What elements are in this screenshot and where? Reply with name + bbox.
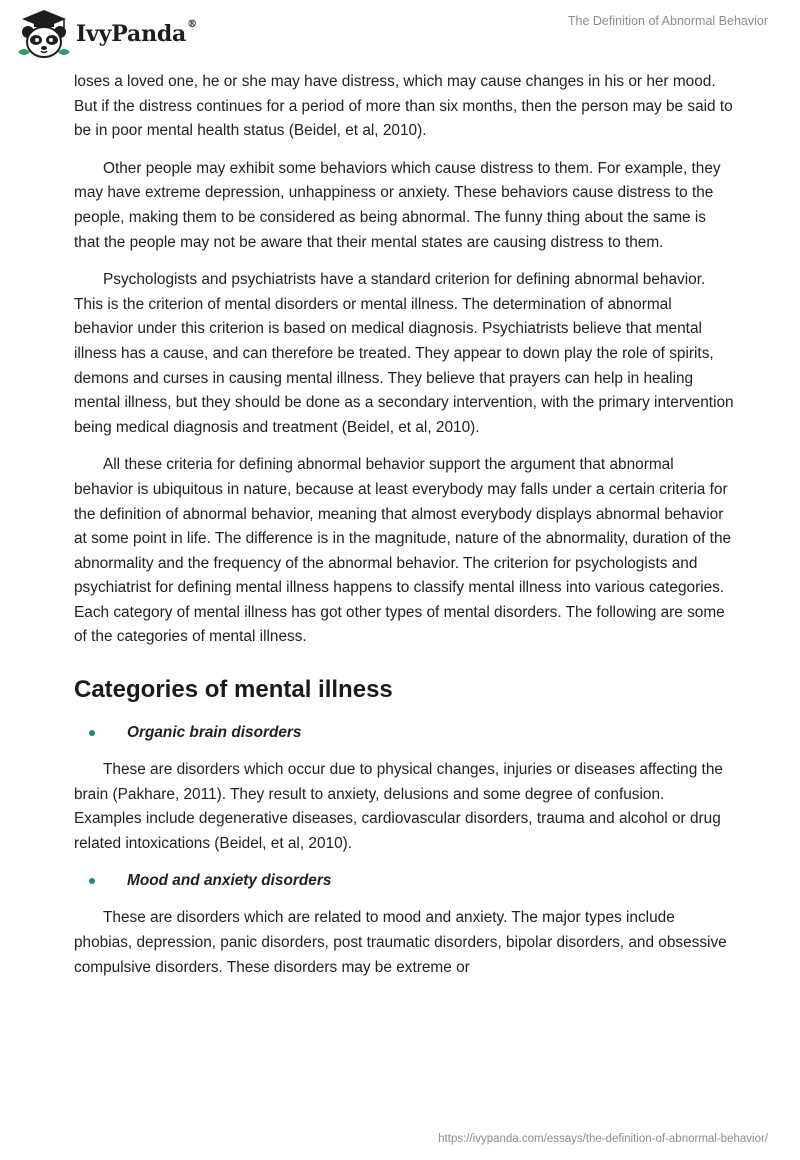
bullet-label: Mood and anxiety disorders xyxy=(127,872,332,890)
paragraph-1: loses a loved one, he or she may have distress, which may cause changes in his or her mood. But if the distress continues for a period of more than six months, then the person may be said to be in poor mental health status (Beidel, et al, 2010). xyxy=(74,73,733,140)
paragraph-2: Other people may exhibit some behaviors which cause distress to them. For example, they may have extreme depression, unhappiness or anxiety. These behaviors cause distress to the people, making them to be considered as being abnormal. The funny thing about the same is that the people may not be aware that their mental states are causing distress to them. xyxy=(74,159,721,251)
panda-logo-icon xyxy=(14,8,74,60)
bullet-dot-icon xyxy=(89,878,95,884)
paragraph-6: These are disorders which are related to mood and anxiety. The major types include phobias, depression, panic disorders, post traumatic disorders, bipolar disorders, and obsessive compulsive disorders. These disorders may be extreme or xyxy=(74,909,727,976)
paragraph-5: These are disorders which occur due to physical changes, injuries or diseases affecting the brain (Pakhare, 2011). They result to anxiety, delusions and some degree of confusion. Examples include degenerative diseases, cardiovascular disorders, trauma and alcohol or drug related intoxications (Beidel, et al, 2010). xyxy=(74,761,723,852)
bullet-organic-brain-disorders xyxy=(74,721,734,745)
page-header xyxy=(0,0,800,66)
bullet-mood-anxiety-disorders xyxy=(74,869,734,893)
source-url-link[interactable]: https://ivypanda.com/essays/the-definition-of-abnormal-behavior/ xyxy=(438,1133,768,1145)
section-heading: Categories of mental illness xyxy=(74,676,393,704)
brand-name: IvyPanda® xyxy=(76,19,197,47)
paragraph-3: Psychologists and psychiatrists have a standard criterion for defining abnormal behavior. This is the criterion of mental disorders or mental illness. The determination of abnormal behavior under this criterion is based on medical diagnosis. Psychiatrists believe that mental illness has a cause, and can therefore be treated. They appear to down play the role of spirits, demons and curses in causing mental illness. They believe that prayers can help in healing mental illness, but they should be done as a secondary intervention, with the primary intervention being medical diagnosis and treatment (Beidel, et al, 2010). xyxy=(74,271,734,436)
essay-content xyxy=(74,70,734,993)
bullet-label: Organic brain disorders xyxy=(127,724,302,742)
bullet-dot-icon xyxy=(89,730,95,736)
ivypanda-logo[interactable] xyxy=(14,8,197,60)
paragraph-4: All these criteria for defining abnormal behavior support the argument that abnormal behavior is ubiquitous in nature, because at least everybody may falls under a certain criteria for the definition of abnormal behavior, meaning that almost everybody displays abnormal behavior at some point in life. The difference is in the magnitude, nature of the abnormality, duration of the abnormality and the frequency of the abnormal behavior. The criterion for psychologists and psychiatrist for defining mental illness happens to classify mental illness into various categories. Each category of mental illness has got other types of mental disorders. The following are some of the categories of mental illness. xyxy=(74,456,732,646)
document-title: The Definition of Abnormal Behavior xyxy=(567,14,768,28)
